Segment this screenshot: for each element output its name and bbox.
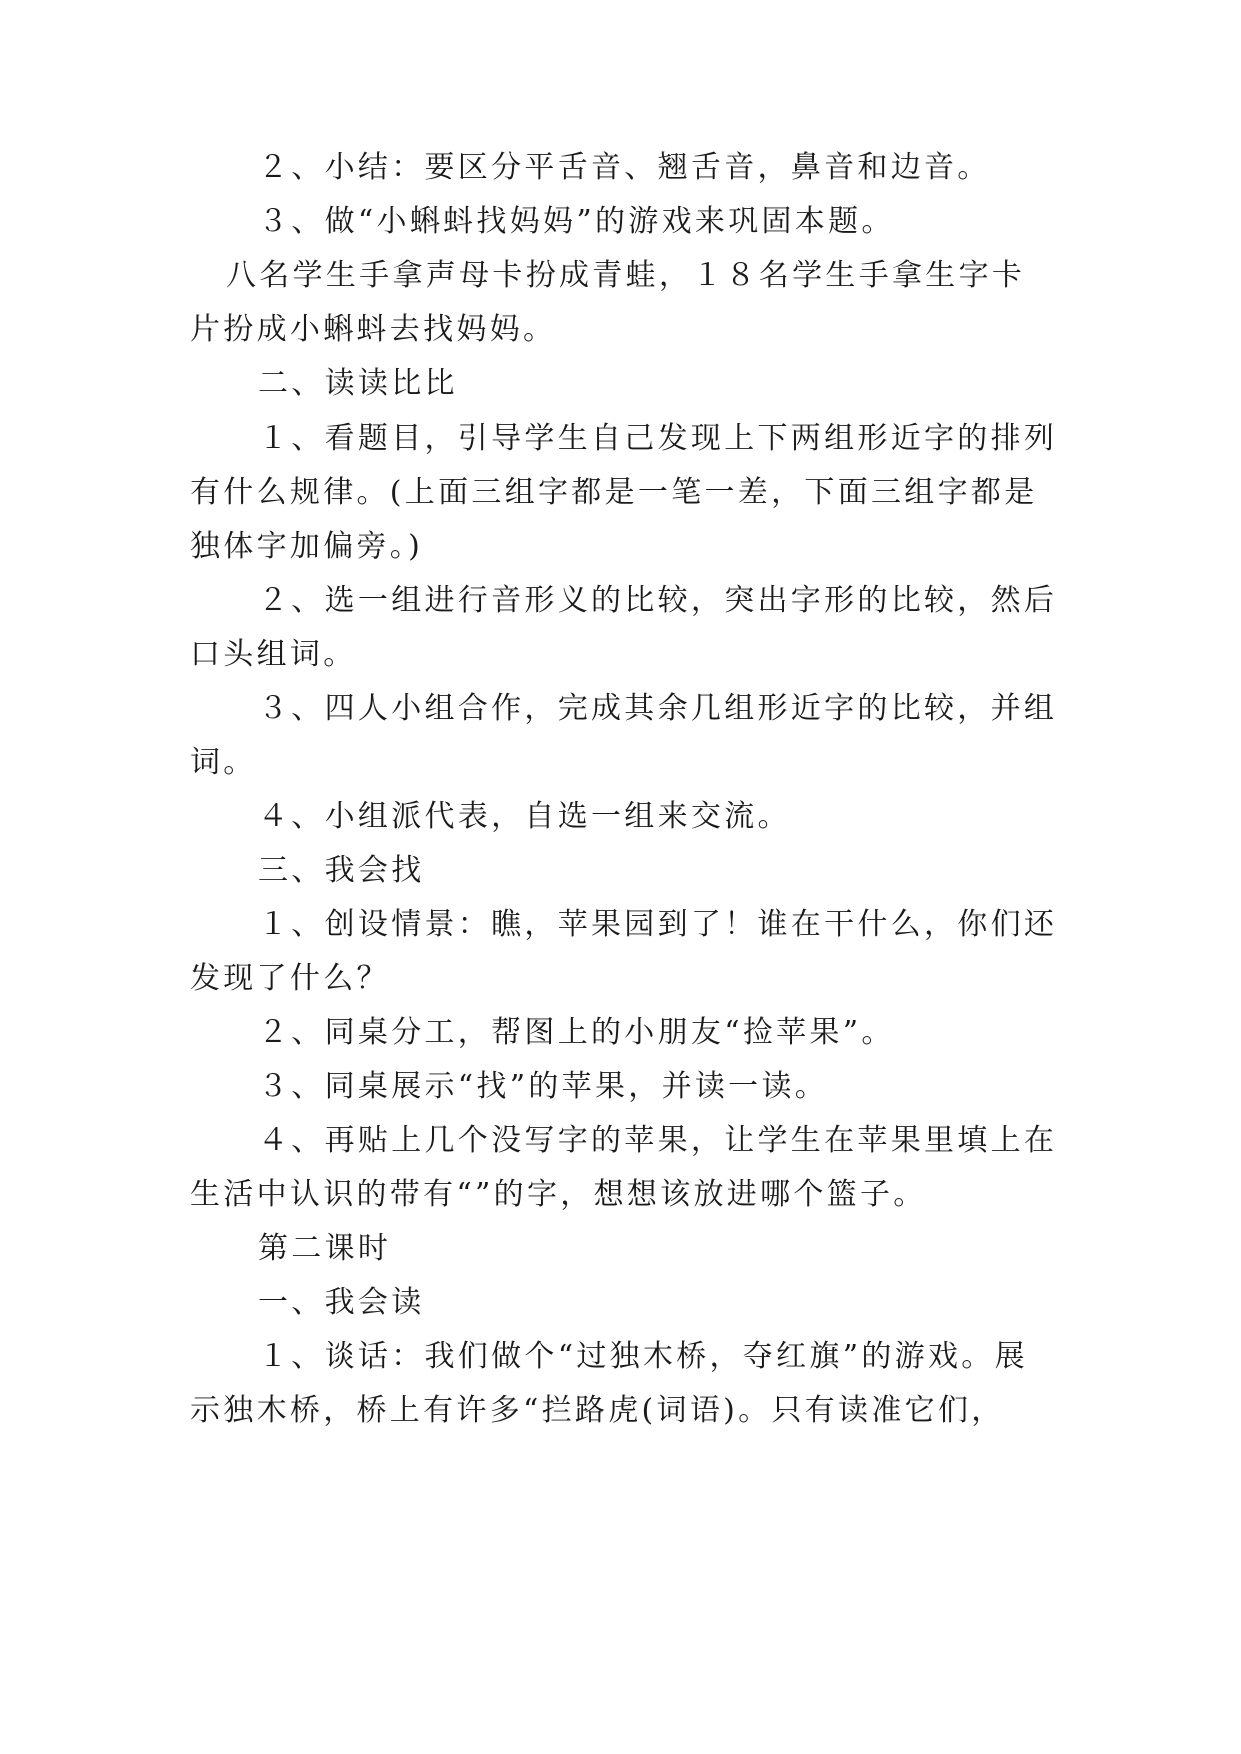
- section-heading: 一、我会读: [258, 1285, 425, 1320]
- section-heading: 二、读读比比: [258, 366, 458, 401]
- text-line: ３、做“小蝌蚪找妈妈”的游戏来巩固本题。: [258, 204, 895, 239]
- text-line: １、创设情景：瞧，苹果园到了！谁在干什么，你们还: [258, 907, 1058, 942]
- text-line: 有什么规律。(上面三组字都是一笔一差，下面三组字都是: [190, 475, 1038, 510]
- text-line: １、谈话：我们做个“过独木桥，夺红旗”的游戏。展: [258, 1339, 1028, 1374]
- text-line: ２、选一组进行音形义的比较，突出字形的比较，然后: [258, 583, 1058, 618]
- text-line: 片扮成小蝌蚪去找妈妈。: [190, 312, 557, 347]
- text-line: ３、同桌展示“找”的苹果，并读一读。: [258, 1069, 829, 1104]
- text-line: 口头组词。: [190, 637, 357, 672]
- text-line: 词。: [190, 745, 257, 780]
- text-line: 发现了什么？: [190, 961, 390, 996]
- section-heading: 三、我会找: [258, 853, 425, 888]
- text-line: 八名学生手拿声母卡扮成青蛙，１８名学生手拿生字卡: [226, 258, 1026, 293]
- text-line: ２、同桌分工，帮图上的小朋友“捡苹果”。: [258, 1015, 895, 1050]
- text-line: 示独木桥，桥上有许多“拦路虎(词语)。只有读准它们，: [190, 1393, 1005, 1428]
- text-line: 生活中认识的带有“”的字，想想该放进哪个篮子。: [190, 1177, 927, 1212]
- lesson-heading: 第二课时: [258, 1231, 392, 1266]
- text-line: ２、小结：要区分平舌音、翘舌音，鼻音和边音。: [258, 150, 991, 185]
- text-line: 独体字加偏旁。): [190, 529, 424, 564]
- text-line: ４、再贴上几个没写字的苹果，让学生在苹果里填上在: [258, 1123, 1058, 1158]
- text-line: ３、四人小组合作，完成其余几组形近字的比较，并组: [258, 691, 1058, 726]
- text-line: ４、小组派代表，自选一组来交流。: [258, 799, 791, 834]
- text-line: １、看题目，引导学生自己发现上下两组形近字的排列: [258, 421, 1058, 456]
